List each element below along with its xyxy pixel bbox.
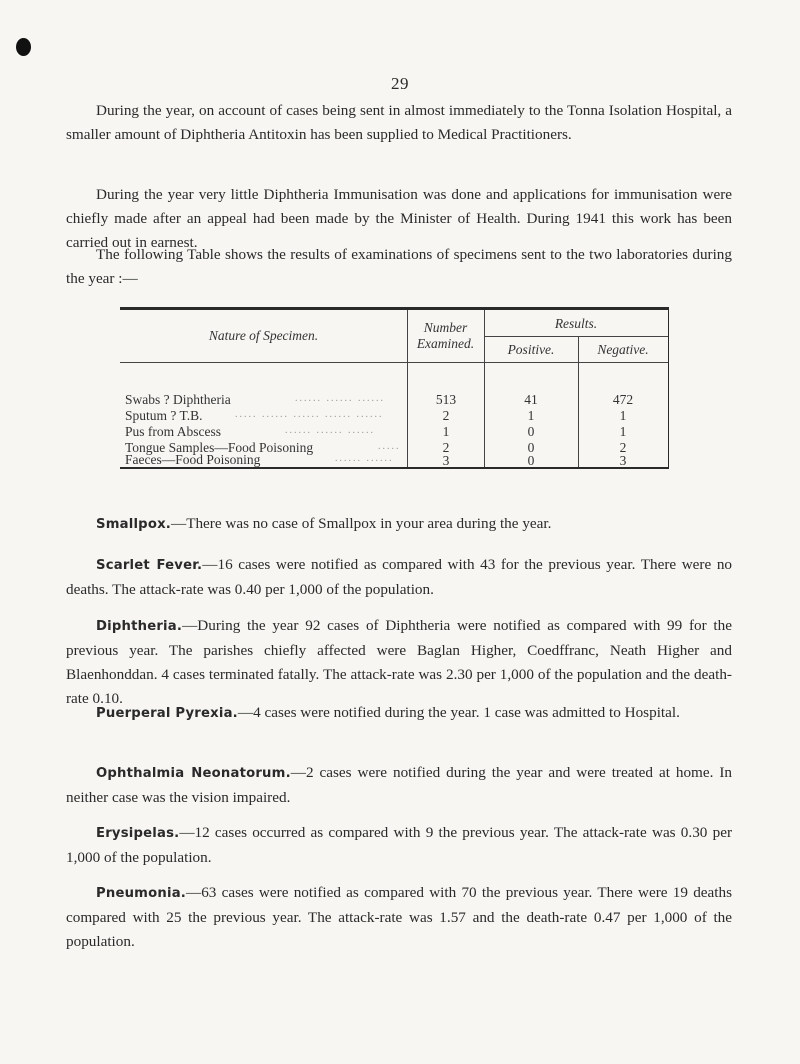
- specimen-cell: Swabs ? Diphtheria: [125, 392, 231, 407]
- section-heading: Pneumonia.: [96, 886, 187, 901]
- number-cell: 1: [442, 424, 450, 439]
- negative-cell: 472: [612, 392, 634, 407]
- specimen-cell: Sputum ? T.B.: [125, 408, 203, 423]
- header-results: Results.: [554, 316, 598, 331]
- number-cell: 2: [442, 408, 450, 423]
- section-scarlet-fever: [66, 553, 732, 602]
- section-erysipelas: [66, 821, 732, 870]
- specimen-cell: Tongue Samples—Food Poisoning: [125, 440, 314, 455]
- negative-cell: 2: [619, 440, 627, 455]
- section-text: —4 cases were notified during the year. 1 case was admitted to Hospital.: [237, 704, 680, 721]
- section-text: —There was no case of Smallpox in your area during the year.: [171, 515, 552, 532]
- table-row: Faeces—Food Poisoning ...... ...... 3 0 3: [120, 456, 668, 468]
- section-heading: Smallpox.: [96, 517, 171, 532]
- section-smallpox: [66, 512, 732, 537]
- section-heading: Puerperal Pyrexia.: [96, 706, 238, 721]
- paragraph-antitoxin: During the year, on account of cases being sent in almost immediately to the Tonna Isolation Hospital, a smaller amount of Diphtheria Antitoxin has been supplied to Medical Practitioners.: [66, 102, 732, 143]
- number-cell: 3: [442, 453, 450, 468]
- negative-cell: 1: [619, 424, 627, 439]
- number-cell: 513: [435, 392, 457, 407]
- section-ophthalmia-neonatorum: [66, 761, 732, 810]
- header-negative: Negative.: [597, 342, 649, 357]
- section-heading: Diphtheria.: [96, 619, 183, 634]
- specimen-cell: Faeces—Food Poisoning: [125, 452, 261, 467]
- header-number-line1: Number: [423, 320, 468, 335]
- positive-cell: 41: [524, 392, 538, 407]
- table-row: Tongue Samples—Food Poisoning ..... 2 0 2: [120, 440, 668, 456]
- section-heading: Scarlet Fever.: [96, 558, 203, 573]
- section-puerperal-pyrexia: [66, 701, 732, 726]
- section-pneumonia: [66, 881, 732, 954]
- section-heading: Erysipelas.: [96, 826, 180, 841]
- negative-cell: 3: [619, 453, 627, 468]
- header-rule: [120, 362, 668, 363]
- section-text: —16 cases were notified as compared with 43 for the previous year. There were no deaths. The attack-rate was 0.40 per 1,000 of the population.: [66, 556, 733, 598]
- positive-cell: 0: [527, 440, 535, 455]
- page-number: 29: [391, 74, 409, 93]
- binding-hole: [16, 38, 31, 56]
- section-text: —63 cases were notified as compared with 70 the previous year. There were 19 deaths compared with 25 the previous year. The attack-rate was 1.57 and the death-rate 0.47 per 1,000 of the population.: [66, 884, 732, 950]
- positive-cell: 1: [527, 408, 535, 423]
- header-number-line2: Examined.: [416, 336, 475, 351]
- positive-cell: 0: [527, 424, 535, 439]
- specimen-cell: Pus from Abscess: [125, 424, 222, 439]
- negative-cell: 1: [619, 408, 627, 423]
- number-cell: 2: [442, 440, 450, 455]
- table-row: Sputum ? T.B. ..... ...... ...... ...... ...... 2 1 1: [120, 408, 668, 424]
- section-text: —12 cases occurred as compared with 9 the previous year. The attack-rate was 0.30 per 1,000 of the population.: [66, 824, 732, 866]
- positive-cell: 0: [527, 453, 535, 468]
- table-row: Pus from Abscess ...... ...... ...... 1 0 1: [120, 424, 668, 440]
- header-positive: Positive.: [507, 342, 555, 357]
- specimen-results-table: [120, 307, 669, 469]
- section-text: —During the year 92 cases of Diphtheria were notified as compared with 99 for the previous year. The parishes chiefly affected were Baglan Higher, Coedffranc, Neath Higher and Blaenhonddan. 4 cases terminated fatally. The attack-rate was 2.30 per 1,000 of the population and the death-rate 0.10.: [66, 617, 732, 707]
- header-nature-of-specimen: Nature of Specimen.: [208, 328, 319, 343]
- section-heading: Ophthalmia Neonatorum.: [96, 766, 291, 781]
- section-diphtheria: [66, 614, 732, 711]
- paragraph-immunisation: During the year very little Diphtheria Immunisation was done and applications for immunisation were chiefly made after an appeal had been made by the Minister of Health. During 1941 this work has been carried out in earnest.: [66, 186, 732, 251]
- section-text: —2 cases were notified during the year and were treated at home. In neither case was the vision impaired.: [66, 764, 733, 806]
- paragraph-table-intro: The following Table shows the results of examinations of specimens sent to the two laboratories during the year :—: [66, 246, 732, 287]
- results-subheader-rule: [484, 336, 668, 337]
- table-row: Swabs ? Diphtheria ...... ...... ...... 513 41 472: [120, 392, 668, 408]
